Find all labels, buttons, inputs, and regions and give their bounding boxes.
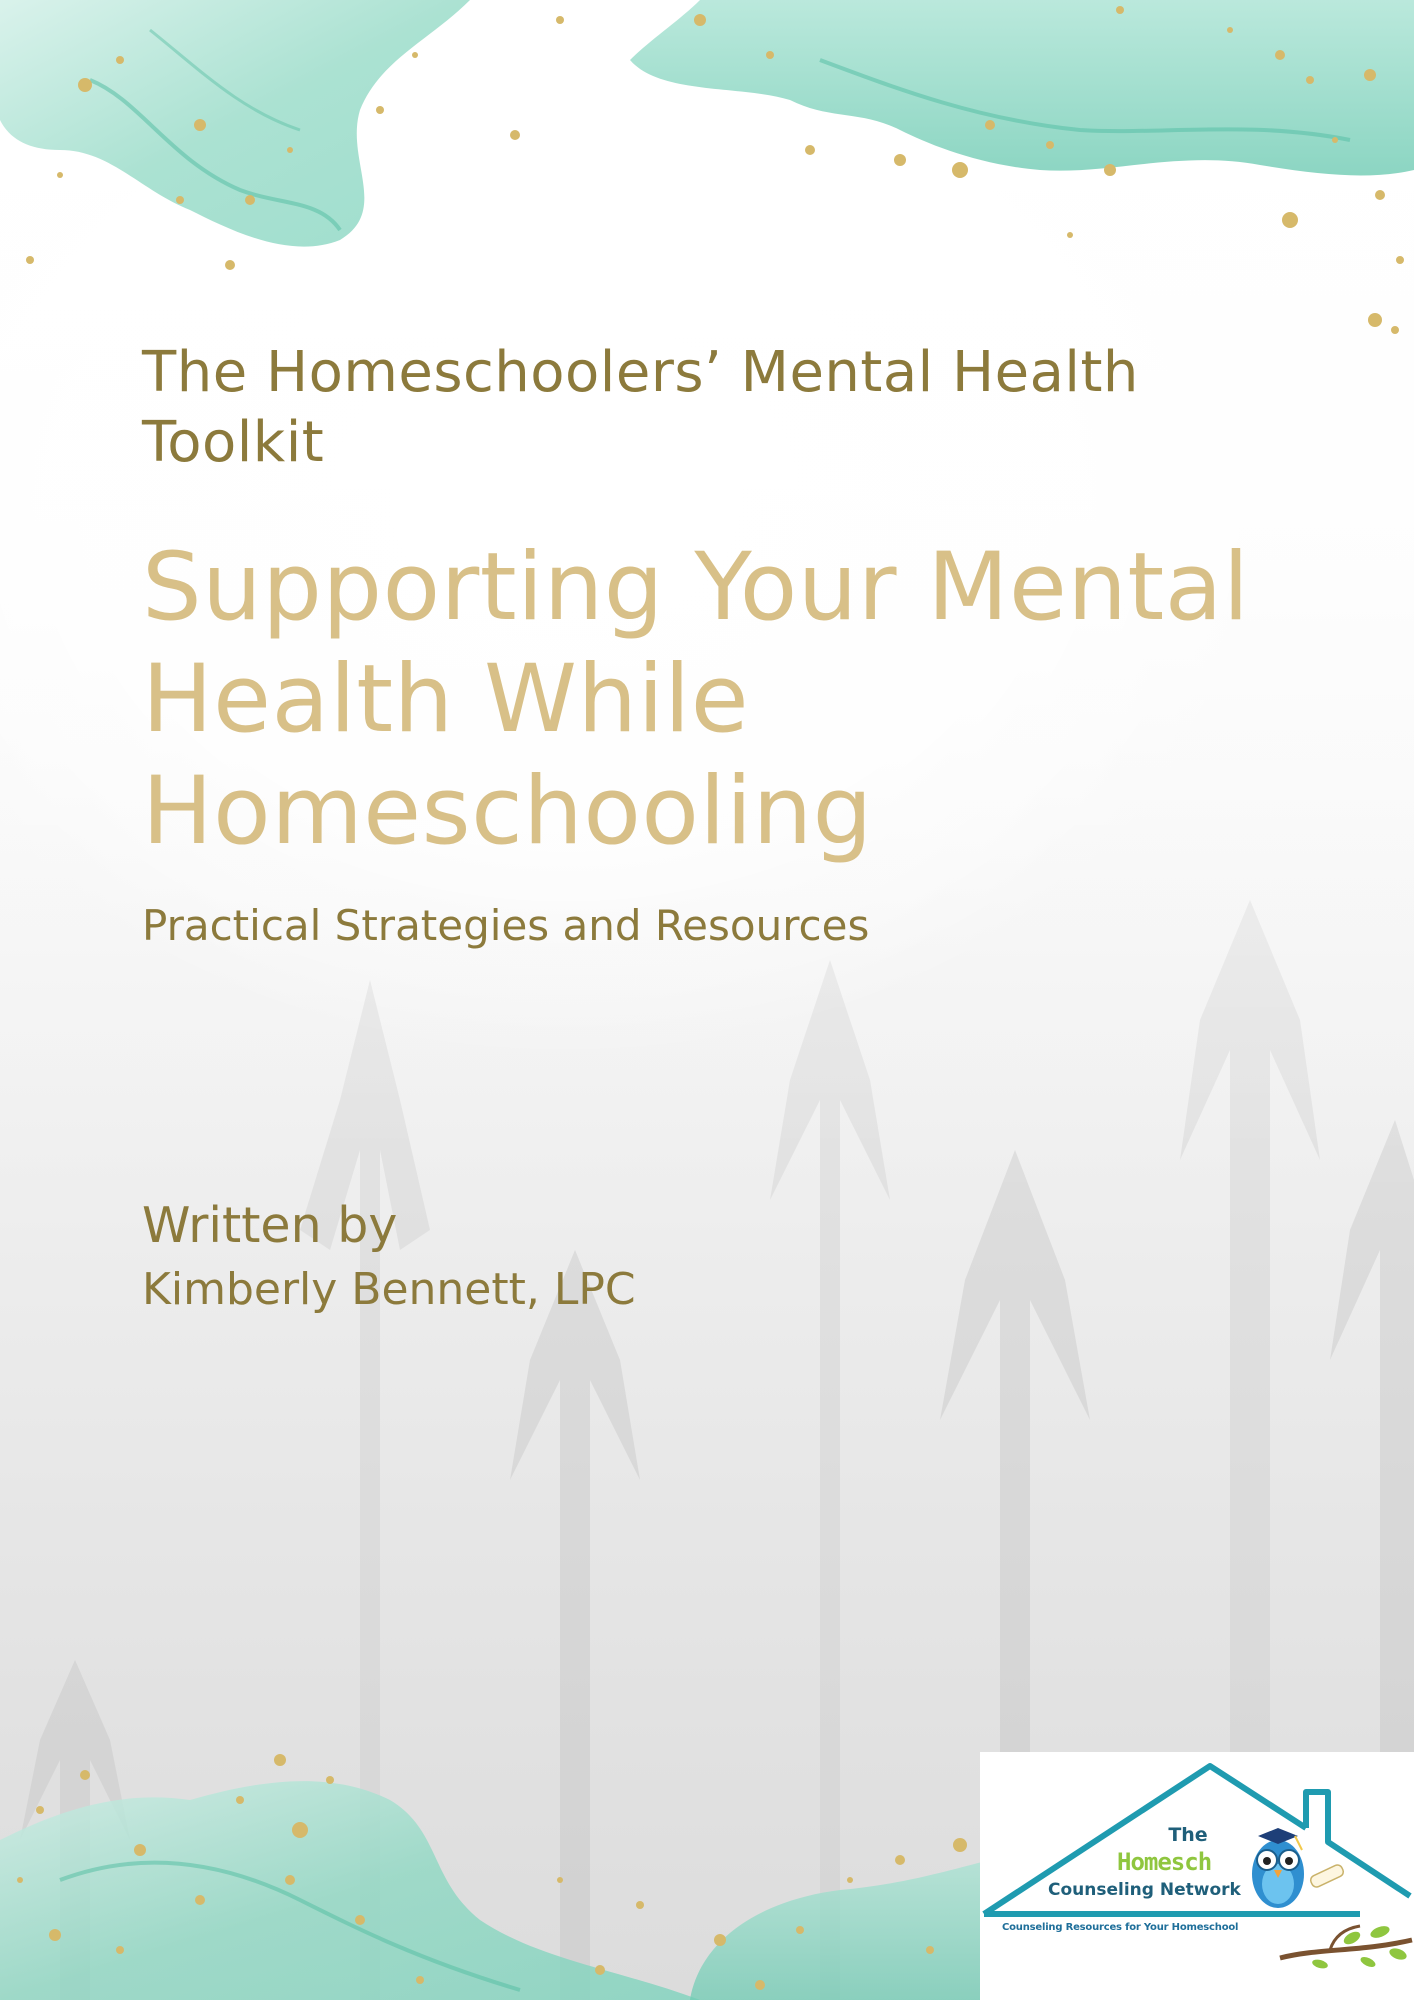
written-by-label: Written by <box>142 1197 398 1254</box>
logo-word-the: The <box>1168 1824 1208 1846</box>
logo-word-homeschool: Homesch <box>1117 1848 1212 1876</box>
logo-tagline: Counseling Resources for Your Homeschool <box>1002 1922 1239 1933</box>
logo-word-network: Counseling Network <box>1048 1880 1241 1900</box>
owl-icon <box>1252 1828 1304 1908</box>
house-icon <box>980 1752 1414 2000</box>
series-title: The Homeschoolers’ Mental Health Toolkit <box>142 340 1139 475</box>
main-title-line-3: Homeschooling <box>142 757 873 866</box>
homeschool-counseling-network-logo <box>980 1752 1414 2000</box>
main-title <box>142 532 1292 868</box>
main-title-line-2: Health While <box>142 645 750 754</box>
author-name: Kimberly Bennett, LPC <box>142 1264 636 1315</box>
subtitle: Practical Strategies and Resources <box>142 901 870 950</box>
main-title-line-1: Supporting Your Mental <box>142 533 1250 642</box>
